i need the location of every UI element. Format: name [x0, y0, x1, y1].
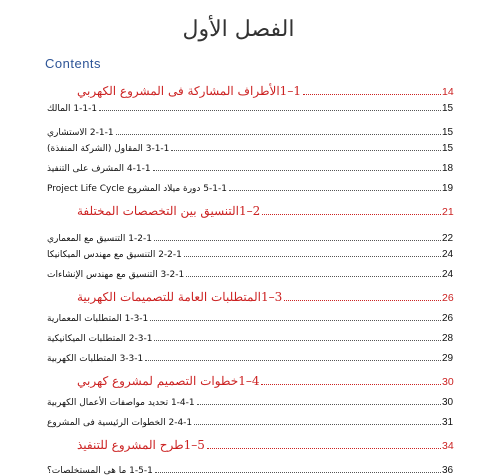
toc-leader-dots: [154, 340, 441, 341]
toc-page-number: 26: [442, 292, 454, 304]
toc-entry[interactable]: [45, 346, 456, 364]
toc-page-number: 22: [442, 233, 454, 244]
toc-leader-dots: [303, 94, 441, 95]
toc-entry-text: 2-1-1 الاستشاري: [47, 128, 114, 138]
toc-entry-text: 5–1طرح المشروع للتنفيذ: [77, 438, 205, 452]
toc-leader-dots: [153, 170, 441, 171]
toc-leader-dots: [116, 134, 441, 135]
toc-entry[interactable]: [45, 326, 456, 344]
toc-leader-dots: [99, 110, 441, 111]
toc-entry-text: 3-2-1 التنسيق مع مهندس الإنشاءات: [47, 270, 185, 280]
toc-page-number: 21: [442, 206, 454, 218]
toc-leader-dots: [184, 256, 441, 257]
toc-entry-text: 2-4-1 الخطوات الرئيسية فى المشروع: [47, 418, 193, 428]
toc-entry-text: 3-3-1 المتطلبات الكهربية: [47, 354, 144, 364]
toc-entry[interactable]: [45, 156, 456, 174]
toc-entry-text: 3-1-1 المقاول (الشركة المنفذة): [47, 144, 170, 154]
toc-entry-text: 1-2-1 التنسيق مع المعماري: [47, 234, 152, 244]
chapter-title: الفصل الأول: [182, 17, 295, 42]
toc-leader-dots: [261, 384, 441, 385]
toc-entry-text: 1-4-1 تحديد مواصفات الأعمال الكهربية: [47, 398, 195, 408]
contents-heading: Contents: [45, 56, 102, 71]
toc-entry[interactable]: [75, 370, 456, 388]
toc-entry[interactable]: [75, 434, 456, 452]
toc-entry-text: 2-3-1 المتطلبات الميكانيكية: [47, 334, 153, 344]
toc-page-number: 14: [442, 86, 454, 98]
toc-page-number: 26: [442, 313, 454, 324]
toc-page-number: 15: [442, 103, 454, 114]
toc-page-number: 15: [442, 127, 454, 138]
toc-entry[interactable]: [45, 242, 456, 260]
toc-entry[interactable]: [45, 176, 456, 194]
toc-entry[interactable]: [45, 390, 456, 408]
toc-leader-dots: [284, 300, 441, 301]
toc-entry-text: 4–1خطوات التصميم لمشروع كهربي: [77, 374, 260, 388]
toc-entry-text: 5-1-1 دورة ميلاد المشروع Project Life Cycle: [47, 184, 227, 194]
toc-leader-dots: [194, 424, 441, 425]
toc-entry[interactable]: [45, 410, 456, 428]
toc-page-number: 24: [442, 269, 454, 280]
toc-leader-dots: [150, 320, 441, 321]
toc-page-number: 28: [442, 333, 454, 344]
toc-leader-dots: [186, 276, 441, 277]
toc-page-number: 31: [442, 417, 454, 428]
toc-entry-text: 2–1التنسيق بين التخصصات المختلفة: [77, 204, 261, 218]
toc-entry[interactable]: [75, 200, 456, 218]
toc-leader-dots: [171, 150, 441, 151]
toc-entry[interactable]: [45, 458, 456, 476]
toc-page-number: 18: [442, 163, 454, 174]
toc-page-number: 29: [442, 353, 454, 364]
toc-entry-text: 1–1الأطراف المشاركة فى المشروع الكهربي: [77, 84, 301, 98]
toc-page-number: 24: [442, 249, 454, 260]
toc-entry-text: 3–1المتطلبات العامة للتصميمات الكهربية: [77, 290, 283, 304]
toc-page-number: 15: [442, 143, 454, 154]
toc-page-number: 30: [442, 376, 454, 388]
toc-entry[interactable]: [45, 96, 456, 114]
toc-entry-text: 1-3-1 المتطلبات المعمارية: [47, 314, 149, 324]
toc-leader-dots: [207, 448, 441, 449]
toc-entry[interactable]: [45, 306, 456, 324]
toc-entry[interactable]: [75, 286, 456, 304]
toc-leader-dots: [145, 360, 441, 361]
toc-entry-text: 1-1-1 المالك: [47, 104, 98, 114]
toc-leader-dots: [197, 404, 441, 405]
toc-page-number: 34: [442, 440, 454, 452]
toc-leader-dots: [229, 190, 441, 191]
toc-page-number: 30: [442, 397, 454, 408]
toc-entry-text: 2-2-1 التنسيق مع مهندس الميكانيكا: [47, 250, 182, 260]
toc-page-number: 19: [442, 183, 454, 194]
toc-entry[interactable]: [45, 262, 456, 280]
toc-entry-text: 1-5-1 ما هى المستخلصات؟: [47, 466, 153, 476]
toc-leader-dots: [155, 472, 441, 473]
toc-leader-dots: [262, 214, 441, 215]
toc-page-number: 36: [442, 465, 454, 476]
toc-entry-text: 4-1-1 المشرف على التنفيذ: [47, 164, 151, 174]
toc-entry[interactable]: [45, 136, 456, 154]
toc-leader-dots: [154, 240, 441, 241]
